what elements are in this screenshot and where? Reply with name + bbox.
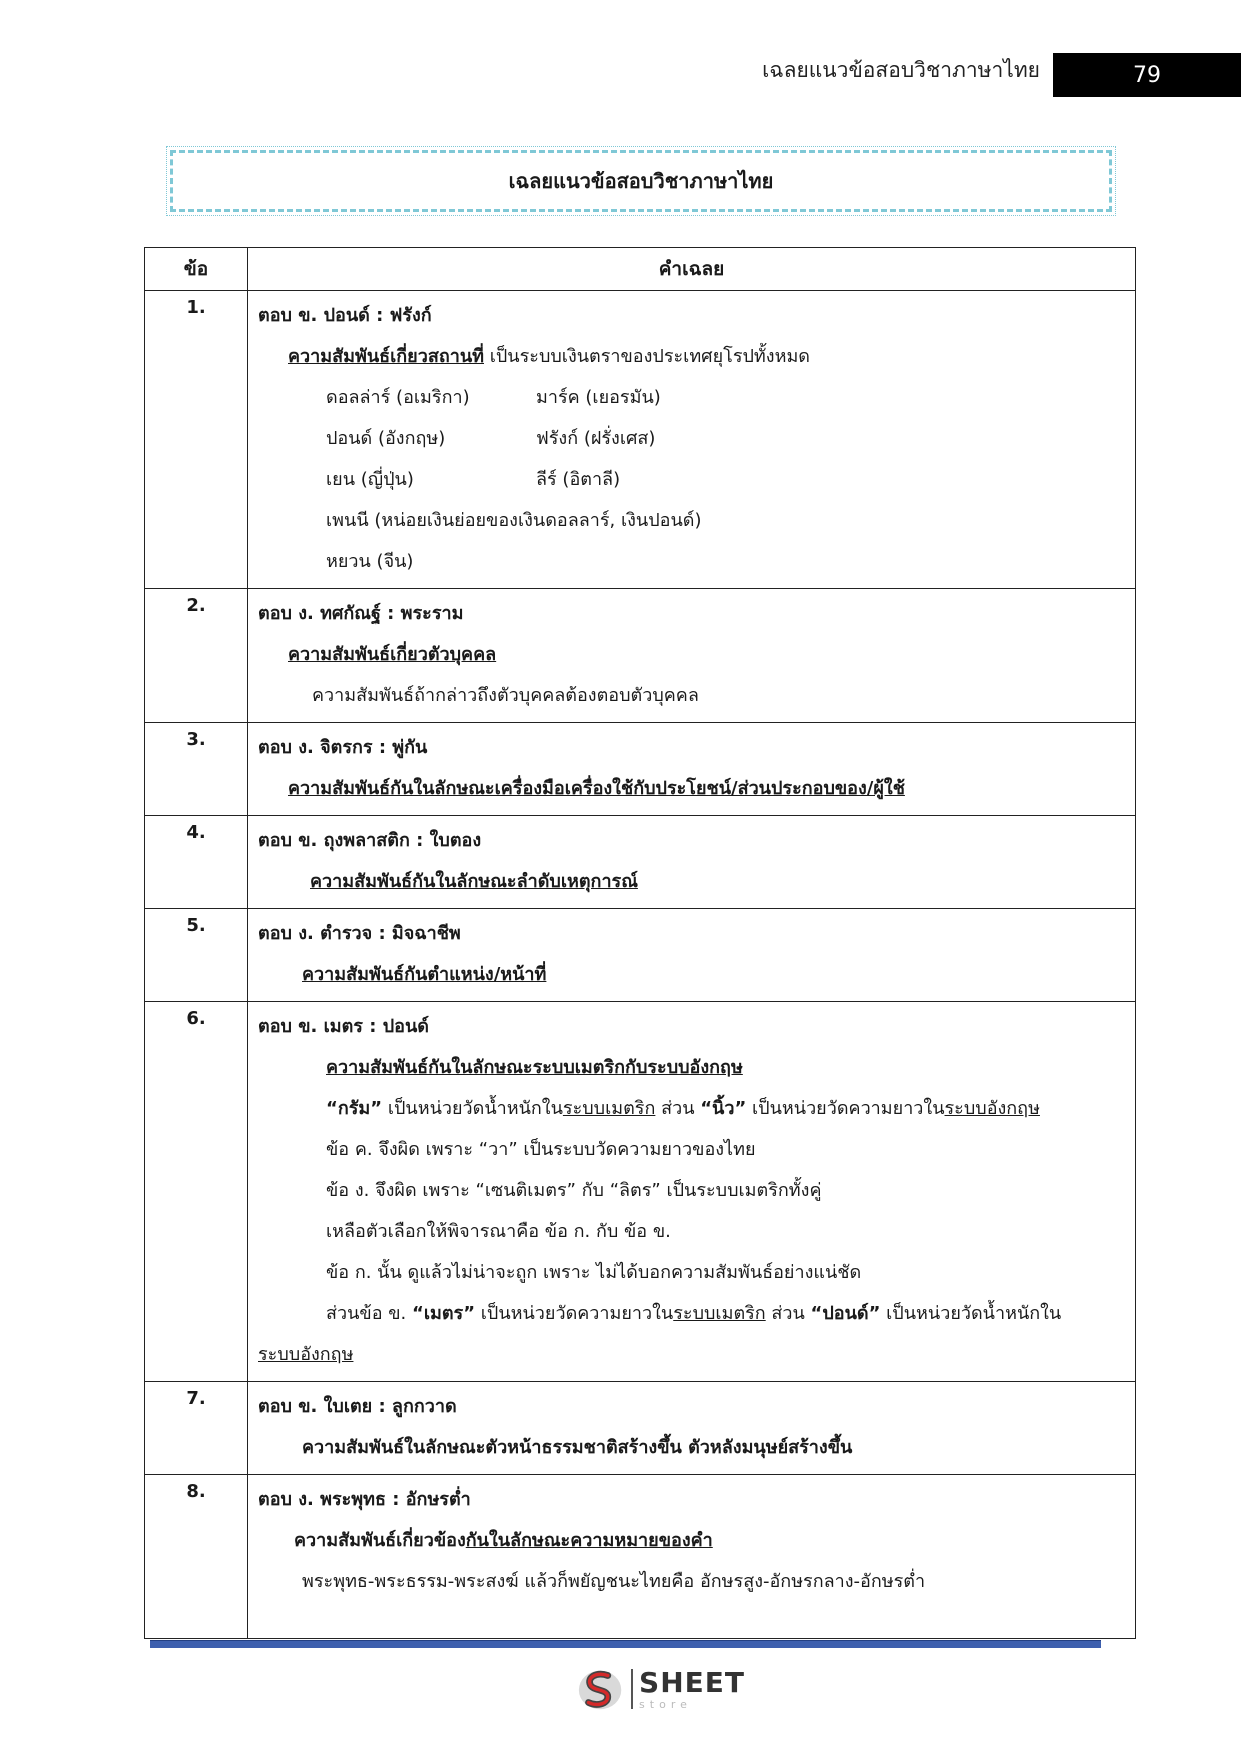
relation-line: ความสัมพันธ์กันในลักษณะระบบเมตริกกับระบบอังกฤษ	[326, 1057, 743, 1078]
answer-line: ตอบ ง. ตำรวจ : มิจฉาชีพ	[258, 923, 461, 944]
detail-line: ส่วนข้อ ข. “เมตร” เป็นหน่วยวัดความยาวในระบบเมตริก ส่วน “ปอนด์” เป็นหน่วยวัดน้ำหนักใน	[326, 1303, 1062, 1324]
answer-line: ตอบ ข. ถุงพลาสติก : ใบตอง	[258, 830, 482, 851]
answer-line: ตอบ ข. ใบเตย : ลูกกวาด	[258, 1396, 457, 1417]
banner-title: เฉลยแนวข้อสอบวิชาภาษาไทย	[508, 169, 774, 193]
relation-line: ความสัมพันธ์กันในลักษณะเครื่องมือเครื่องใช้กับประโยชน์/ส่วนประกอบของ/ผู้ใช้	[288, 778, 905, 799]
row-number: 4.	[145, 816, 248, 909]
row-answer	[248, 291, 1136, 589]
logo-text: SHEET	[639, 1665, 745, 1699]
row-answer	[248, 723, 1136, 816]
detail-line: ระบบอังกฤษ	[258, 1344, 354, 1365]
table-row	[145, 1382, 1136, 1475]
logo-separator	[631, 1669, 633, 1709]
table-row	[145, 909, 1136, 1002]
row-number: 7.	[145, 1382, 248, 1475]
table-row	[145, 1475, 1136, 1639]
detail-line: ความสัมพันธ์ถ้ากล่าวถึงตัวบุคคลต้องตอบตัวบุคคล	[312, 685, 699, 706]
row-number: 1.	[145, 291, 248, 589]
table-row	[145, 1002, 1136, 1382]
logo-subtext: store	[639, 1697, 692, 1711]
row-answer	[248, 589, 1136, 723]
table-header-row	[145, 248, 1136, 291]
relation-line: ความสัมพันธ์เกี่ยวตัวบุคคล	[288, 644, 497, 665]
table-row	[145, 291, 1136, 589]
answer-line: ตอบ ง. พระพุทธ : อักษรต่ำ	[258, 1489, 471, 1510]
page-number: 79	[1053, 53, 1241, 97]
row-answer	[248, 816, 1136, 909]
detail-line: เพนนี (หน่อยเงินย่อยของเงินดอลลาร์, เงินปอนด์)	[326, 510, 702, 531]
answer-line: ตอบ ง. จิตรกร : พู่กัน	[258, 737, 428, 758]
row-answer	[248, 1002, 1136, 1382]
relation-line: ความสัมพันธ์ในลักษณะตัวหน้าธรรมชาติสร้างขึ้น ตัวหลังมนุษย์สร้างขึ้น	[302, 1437, 853, 1458]
relation-line: ความสัมพันธ์เกี่ยวสถานที่ เป็นระบบเงินตราของประเทศยุโรปทั้งหมด	[288, 346, 810, 367]
row-answer	[248, 1382, 1136, 1475]
table-row	[145, 816, 1136, 909]
pair-line: เยน (ญี่ปุ่น) ลีร์ (อิตาลี)	[326, 469, 621, 490]
detail-line: พระพุทธ-พระธรรม-พระสงฆ์ แล้วก็พยัญชนะไทยคือ อักษรสูง-อักษรกลาง-อักษรต่ำ	[302, 1571, 926, 1592]
answer-line: ตอบ ข. ปอนด์ : ฟรังก์	[258, 305, 432, 326]
row-number: 6.	[145, 1002, 248, 1382]
detail-line: ข้อ ง. จึงผิด เพราะ “เซนติเมตร” กับ “ลิตร” เป็นระบบเมตริกทั้งคู่	[326, 1180, 822, 1201]
answer-line: ตอบ ง. ทศกัณฐ์ : พระราม	[258, 603, 464, 624]
answer-table	[144, 247, 1136, 1639]
footer-divider	[150, 1640, 1101, 1648]
table-row	[145, 589, 1136, 723]
answer-line: ตอบ ข. เมตร : ปอนด์	[258, 1016, 429, 1037]
detail-line: ข้อ ค. จึงผิด เพราะ “วา” เป็นระบบวัดความยาวของไทย	[326, 1139, 756, 1160]
relation-line: ความสัมพันธ์กันตำแหน่ง/หน้าที่	[302, 964, 547, 985]
detail-line: เหลือตัวเลือกให้พิจารณาคือ ข้อ ก. กับ ข้อ ข.	[326, 1221, 671, 1242]
pair-line: ปอนด์ (อังกฤษ) ฟรังก์ (ฝรั่งเศส)	[326, 428, 656, 449]
sheet-logo-icon	[575, 1663, 625, 1715]
section-banner	[170, 150, 1112, 212]
pair-line: ดอลล่าร์ (อเมริกา) มาร์ค (เยอรมัน)	[326, 387, 661, 408]
header-title: เฉลยแนวข้อสอบวิชาภาษาไทย	[762, 58, 1040, 82]
sheet-store-logo	[575, 1663, 745, 1715]
relation-line: ความสัมพันธ์กันในลักษณะลำดับเหตุการณ์	[310, 871, 638, 892]
row-number: 8.	[145, 1475, 248, 1639]
row-number: 2.	[145, 589, 248, 723]
detail-line: ข้อ ก. นั้น ดูแล้วไม่น่าจะถูก เพราะ ไม่ได้บอกความสัมพันธ์อย่างแน่ชัด	[326, 1262, 862, 1283]
column-header-no: ข้อ	[145, 248, 248, 291]
row-number: 5.	[145, 909, 248, 1002]
relation-line: ความสัมพันธ์เกี่ยวข้องกันในลักษณะความหมายของคำ	[294, 1530, 713, 1551]
row-number: 3.	[145, 723, 248, 816]
table-row	[145, 723, 1136, 816]
column-header-answer: คำเฉลย	[248, 248, 1136, 291]
row-answer	[248, 1475, 1136, 1639]
detail-line: หยวน (จีน)	[326, 551, 414, 572]
logo-wordmark	[639, 1665, 745, 1711]
detail-line: “กรัม” เป็นหน่วยวัดน้ำหนักในระบบเมตริก ส่วน “นิ้ว” เป็นหน่วยวัดความยาวในระบบอังกฤษ	[326, 1098, 1040, 1119]
row-answer	[248, 909, 1136, 1002]
